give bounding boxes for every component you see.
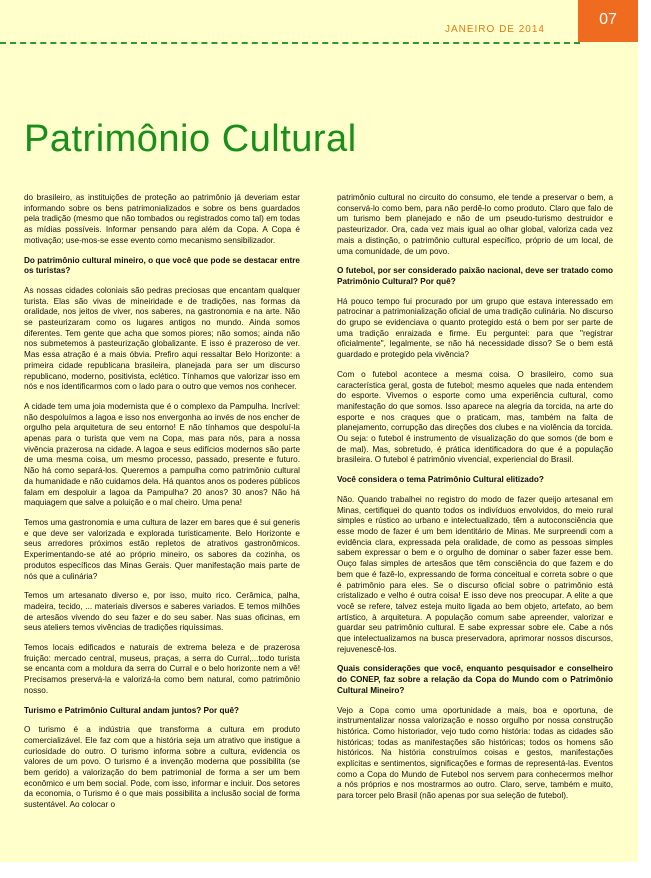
- paragraph: Com o futebol acontece a mesma coisa. O brasileiro, como sua característica geral, gosta de futebol; mesmo aqueles que nada entendem do esporte. Vivemos o esporte como uma experiência cultural, como manifestação do que somos. Isso aparece na alegria da torcida, na arte do esporte e nos craques que o praticam, mas, também na falta de planejamento, corrupção das direções dos clubes e na violência da torcida. Ou seja: o futebol é instrumento de visualização do que somos (de bom e de mal). Mas, sobretudo, é prática identificadora do que é a população brasileira. O futebol é patrimônio vivencial, experiencial do Brasil.: [337, 369, 613, 465]
- interview-question: Você considera o tema Patrimônio Cultural elitizado?: [337, 475, 544, 485]
- article-title: Patrimônio Cultural: [24, 118, 357, 160]
- paragraph: O turismo é a indústria que transforma a cultura em produto comercializável. Ele faz com que a história seja um atrativo que instigue a curiosidade do outro. O turismo informa sobre a cultura, evidencia os valores de um povo. O turismo é a invenção moderna que possibilita (se bem gerido) a valorização do bem patrimonial de forma a ser um bem econômico e um bem social. Pode, com isso, informar e incluir. Dos setores da economia, o Turismo é o que mais possibilita a inclusão social de forma sustentável. Ao colocar o: [24, 725, 300, 810]
- paragraph: Não. Quando trabalhei no registro do modo de fazer queijo artesanal em Minas, certifiquei do quanto todos os indivíduos envolvidos, do meio rural simples e rústico ao urbano e intelectualizado, têm a autoconsciência que esse modo de fazer é um bem identitário de Minas. Me surpreendi com a evidência clara, expressada pela oralidade, de como as pessoas simples sabem expressar o bem e o orgulho de dominar o saber fazer esse bem. Ouço falas simples de artesãos que têm consciência do que fazem e do bem que é fazê-lo, expressando de forma conceitual e correta sobre o que é patrimônio para eles. Se o discurso oficial sobre o patrimônio está cristalizado e velho é outra coisa! E isso deve nos preocupar. A elite a que você se refere, talvez esteja muito ligada ao bem objeto, artefato, ao bem artístico, à arquitetura. A população comum sabe apreender, valorizar e guardar seu patrimônio cultural. E sabe expressar sobre ele. Cabe a nós que intelectualizamos na busca preservadora, aprimorar nossos discursos, rejuvenescê-los.: [337, 494, 613, 654]
- paragraph: patrimônio cultural no circuito do consumo, ele tende a preservar o bem, a conservá-lo como bem, para não perdê-lo como produto. Claro que falo de um turismo bem planejado e não de um pseudo-turismo destruidor e pasteurizador. Ora, cada vez mais igual ao olhar global, valoriza cada vez mais a distinção, o patrimônio cultural específico, próprio de um local, de uma comunidade, de um povo.: [337, 193, 613, 256]
- article-column-left: [24, 193, 300, 820]
- issue-date: JANEIRO DE 2014: [444, 24, 545, 35]
- page-number-badge: 07: [578, 0, 638, 42]
- paragraph: do brasileiro, as instituições de proteção ao patrimônio já deveriam estar informando sobre os bens patrimonializados e sobre os bens guardados pela tradição (mesmo que não tombados ou registrados como tal) em todas as mídias possíveis. Informar pensando para além da Copa. A Copa é motivação; use-mos-se esse evento como mecanismo sensibilizador.: [24, 193, 300, 245]
- article-column-right: [337, 193, 613, 811]
- paragraph: Temos locais edificados e naturais de extrema beleza e de prazerosa fruição: mercado central, museus, praças, a serra do Curral,...todo turista se encanta com a moldura da serra do Curral e o belo horizonte nem a vê! Precisamos preservá-la e valorizá-la como bem natural, como patrimônio nosso.: [24, 643, 300, 695]
- interview-question: O futebol, por ser considerado paixão nacional, deve ser tratado como Patrimônio Cultural? Por quê?: [337, 266, 613, 286]
- interview-question: Do patrimônio cultural mineiro, o que você que pode se destacar entre os turistas?: [24, 255, 300, 276]
- paragraph: Temos uma gastronomia e uma cultura de lazer em bares que é sui generis e que deve ser valorizada e explorada turisticamente. Belo Horizonte e seus arredores próximos estão repletos de atrativos gastronômicos. Experimentando-se até ao próprio mineiro, os sabores da cozinha, os produtos específicos das Minas Gerais. Quer manifestação mais parte de nós que a culinária?: [24, 517, 300, 581]
- paragraph: Há pouco tempo fui procurado por um grupo que estava interessado em patrocinar a patrimonialização oficial de uma tradição culinária. No discurso do grupo se evidenciava o quanto protegido está o bem por ser parte de uma tradição enraizada e firme. Eu perguntei: para que "registrar oficialmente", legalmente, se não há necessidade disso? Se o bem está guardado e protegido pela vivência?: [337, 296, 613, 360]
- paragraph: Vejo a Copa como uma oportunidade a mais, boa e oportuna, de instrumentalizar nossa valorização e nosso orgulho por nossa construção histórica. Como historiador, vejo tudo como história: todas as cidades são históricas; todas as manifestações são históricas; todos os homens são históricos. Na história construímos coisas e gestos, manifestações explícitas e sentimentos, significações e formas de representá-las. Eventos como a Copa do Mundo de Futebol nos servem para conhecermos melhor a nós próprios e nos mostrarmos ao outro. Claro, serve, também e muito, para torcer pelo Brasil (não apenas por sua seleção de futebol).: [337, 705, 613, 801]
- header-dashed-divider: [0, 42, 580, 44]
- page-margin: [0, 862, 651, 878]
- interview-question: Turismo e Patrimônio Cultural andam juntos? Por quê?: [24, 705, 240, 715]
- paragraph: A cidade tem uma joia modernista que é o complexo da Pampulha. Incrível: não despoluímos a lagoa e isso nos envergonha ao invés de nos encher de orgulho pela arquitetura de seu entorno! E não tínhamos que despoluí-la apenas para o turista que vem na Copa, mas para nós, para a nossa vivência prazerosa na cidade. A lagoa e seus edifícios modernos são parte de uma mesma coisa, um mesmo processo, passado, presente e futuro. Não há como separá-los. Queremos a pampulha como patrimônio cultural da humanidade e não cuidamos dela. Há quantos anos os poderes públicos falam em despoluir a lagoa da Pampulha? 20 anos? 30 anos? Não há maquiagem que salve a poluição e o mal cheiro. Uma pena!: [24, 401, 300, 508]
- paragraph: Temos um artesanato diverso e, por isso, muito rico. Cerâmica, palha, madeira, tecido, ... materiais diversos e saberes variados. E temos milhões de artesãos vivendo do seu fazer e do seu saber. Nas suas oficinas, em seus ateliers temos vivências de tradições riquíssimas.: [24, 591, 300, 633]
- paragraph: As nossas cidades coloniais são pedras preciosas que encantam qualquer turista. Elas são vivas de mineiridade e de tradições, nas formas da oralidade, nos jeitos de viver, nos saberes, na gastronomia e na arte. Não se pasteurizaram como os lugares antigos no mundo. Ainda somos diferentes. Tem gente que acha que somos piores; não somos; ainda não nos submetemos à pasteurização globalizante. E isso é prazeroso de ver. Mas essa atração é a mais óbvia. Prefiro aqui ressaltar Belo Horizonte: a primeira cidade republicana brasileira, planejada para ser um discurso republicano, moderno, positivista, eclético. Tínhamos que valorizar isso em nós e nos identificarmos com o lado para o outro que vemos nos conhecer.: [24, 285, 300, 392]
- interview-question: Quais considerações que você, enquanto pesquisador e conselheiro do CONEP, faz sobre a relação da Copa do Mundo com o Patrimônio Cultural Mineiro?: [337, 664, 613, 695]
